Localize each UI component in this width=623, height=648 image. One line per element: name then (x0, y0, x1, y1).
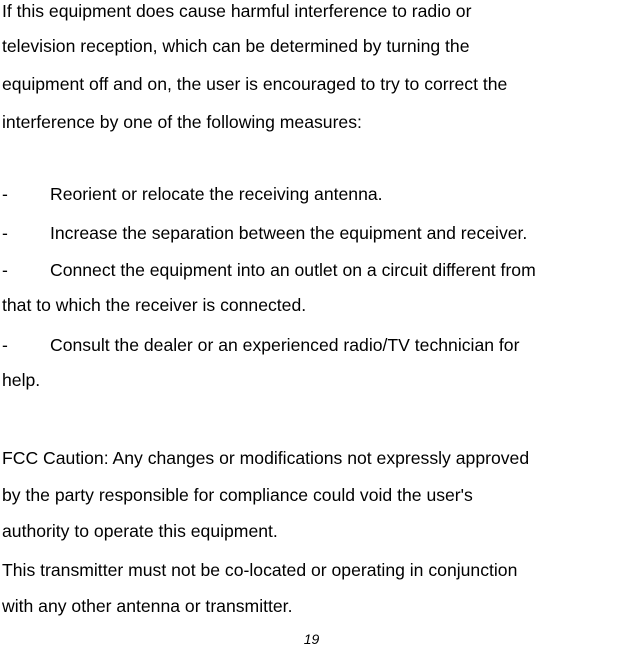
intro-line-2: television reception, which can be determined by turning the (2, 36, 470, 56)
measure-1-dash: - (2, 184, 8, 204)
measure-2-dash: - (2, 223, 8, 243)
measure-4-text: Consult the dealer or an experienced radio/TV technician for (50, 335, 520, 355)
caution-line-1: FCC Caution: Any changes or modifications not expressly approved (2, 448, 530, 468)
measure-3-dash: - (2, 260, 8, 280)
caution-line-5: with any other antenna or transmitter. (2, 596, 293, 616)
intro-line-4: interference by one of the following measures: (2, 112, 362, 132)
caution-line-4: This transmitter must not be co-located or operating in conjunction (2, 560, 518, 580)
measure-4-dash: - (2, 335, 8, 355)
caution-line-3: authority to operate this equipment. (2, 521, 278, 541)
measure-2-text: Increase the separation between the equipment and receiver. (50, 223, 528, 243)
intro-line-1: If this equipment does cause harmful interference to radio or (2, 1, 472, 21)
page-number: 19 (303, 631, 320, 647)
measure-1-text: Reorient or relocate the receiving antenna. (50, 184, 383, 204)
measure-3-continuation: that to which the receiver is connected. (2, 295, 307, 315)
measure-4-continuation: help. (2, 370, 41, 390)
intro-line-3: equipment off and on, the user is encouraged to try to correct the (2, 74, 508, 94)
measure-3-text: Connect the equipment into an outlet on a circuit different from (50, 260, 536, 280)
caution-line-2: by the party responsible for compliance could void the user's (2, 485, 473, 505)
